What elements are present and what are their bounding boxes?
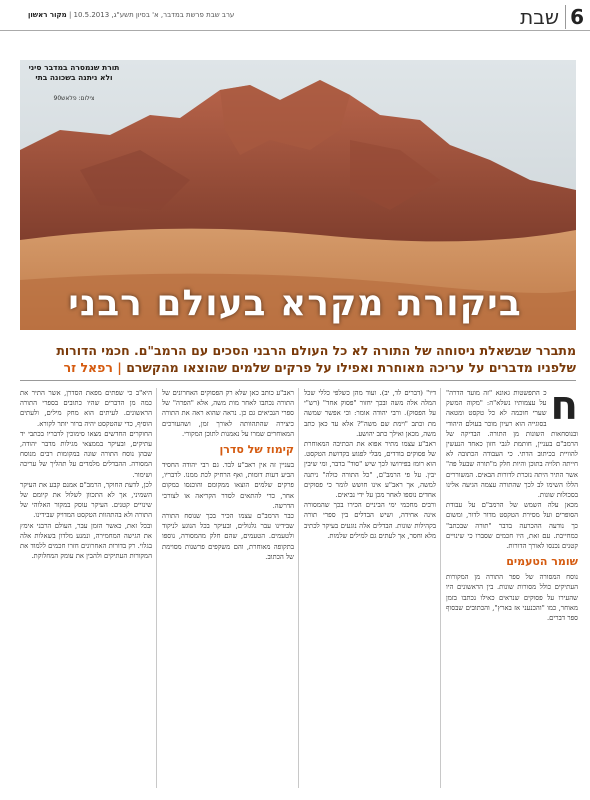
page-number: 6: [570, 5, 584, 29]
paragraph: כבר הרמב"ם עצמו הכיר בכך שנוסח התורה שבידינו עבר גלגולים, ובעיקר בכל הנוגע לניקוד ולטעמים. הטעמים, שהם חלק מהמסורה, נוספו בתקופה מאוחרת, והם משקפים פרשנות מסוימת של הכתוב.: [162, 512, 294, 561]
column-divider: [156, 388, 157, 788]
article-column-3: [162, 388, 294, 788]
column-divider: [298, 388, 299, 788]
drop-cap: ח: [550, 388, 578, 429]
paragraph: ראב"ע עצמו מתיר אפוא את הכתיבה המאוחרת של פסוקים בודדים, מבלי לפגוע בקדושת הטקסט. הוא רומז בפירושו לכך שיש "סוד" בדבר, ומי שיבין יבין. על פי הרמב"ם, "כל התורה כולה" ניתנה למשה, אך ראב"ע אינו חושש לומר כי פסוקים אחדים נוספו לאחר מכן על ידי נביאים.: [304, 440, 436, 500]
paragraph: מכאן עלה השמש של הרמב"ם על עבודת הסופרים ועל מסירת הטקסט מדור לדור, ומשום כך נודעה ההכרעה בדבר "תורה שבכתב" כמחייבת. עם זאת, היו חכמים שסברו כי שינויים קטנים נכנסו לאורך הדורות.: [446, 501, 578, 551]
article-body: [20, 388, 578, 788]
headline: ביקורת מקרא בעולם רבני: [68, 283, 522, 324]
article-column-4: [20, 388, 152, 788]
article-column-1: [446, 388, 578, 788]
brand-name: מקור ראשון: [28, 11, 67, 19]
byline: רפאל זר: [63, 360, 113, 375]
paragraph: דיו" (דברים לד, יב). ועוד מהן כשלפי כללי שכל המלה אלה משה ובכך יחזור "פסוק אחד" (רש"י על הפסוק). ורבי יהודה אומר: וכי אפשר שמשה מת וכתב "וימת שם משה"? אלא עד כאן כתב משה, מכאן ואילך כתב יהושע.: [304, 389, 436, 438]
paragraph: החוקרים החדשים מצאו סימוכין לדבריו בכתבי יד עתיקים, ובעיקר בממצאי מגילות מדבר יהודה, שבהן נוסח התורה שונה במקומות רבים מנוסח המסורה. ההבדלים מלמדים על תהליך של עריכה ושימור.: [20, 429, 152, 479]
subheading-keeper-of-accents: שומר הטעמים: [506, 555, 578, 569]
column-divider: [440, 388, 441, 788]
paragraph: היא"ב כי שפתים מפאת הסדרן, אשר התיר את כמה מן הדברים שהיו כתובים בספרי התורה הראשונים. לעיתים הוא מחק מילים, ולעתים הוסיף, כדי שהטקסט יהיה ברור יותר לקורא.: [20, 389, 152, 428]
paragraph: נוסח המסורה של ספר התורה מן המקורות העתיקים כולל מסורות שונות. בין הראשונים היו שהעירו על פסוקים שנראים כאילו נכתבו בזמן מאוחר, כמו "והכנעני אז בארץ", והכתובים שבסוף ספר דברים.: [446, 573, 578, 623]
running-head-text: ערב שבת פרשת במדבר, א' בסיון תשע"ג, 10.5.2013 |: [68, 11, 235, 19]
paragraph: ראב"ע כותב כאן שלא רק הפסוקים האחרונים של התורה נכתבו לאחר מות משה, אלא "הפרה" של ספרי הנביאים גם כן. נראה שהוא ראה את התורה כיצירה שהתהוותה לאורך זמן, ושהעורכים המאוחרים שמרו על נאמנות לתוכן המקורי.: [162, 389, 294, 438]
deck: [20, 342, 576, 376]
deck-rule: [20, 380, 576, 381]
deck-text: מתברר שבשאלת ניסוחה של התורה לא כל העולם הרבני הסכים עם הרמב"ם. חכמי הדורות שלפניו מדברים על עריכה מאוחרת ואפילו על פרקים שלמים שהוצאו מהקשרם: [56, 343, 576, 375]
byline-separator: |: [117, 360, 122, 375]
subheading-editor: קימוז של סדרן: [219, 443, 294, 457]
photo-caption: תורת שנמסרה במדבר סיני ולא ניתנה בשכונה בתי: [28, 63, 120, 82]
paragraph: ובכל זאת, כאשר הזמן עבר, העולם הרבני אימץ את הגישה המחמירה, ונמנע מלדון בשאלות אלה בגלוי. רק בדורות האחרונים חזרו חכמים ללמוד את המקורות העתיקים ולהבין את עומק המחלוקת.: [20, 521, 152, 561]
section-title: שבת: [520, 5, 566, 29]
paragraph: ורבים מחכמי ימי הביניים הכירו בכך שהמסורה אינה אחידה, ושיש הבדלים בין ספרי תורה בקהילות שונות. הבדלים אלה נוגעים בעיקר לכתיב מלא וחסר, אך לעתים גם למילים שלמות.: [304, 501, 436, 540]
paragraph: כ התפשטות גאונא "זה מועד הדרה" על עצמותיו נשלא"ה: "מקוה המשק שערי חוכמה לא כל טקסט ומטאה בסוגייה הוא רעיון מוכר בעולם היהודי ובנוסחאות השונות מן התורה. הבדיקה של הרמב"ם בעניין, חותמת לגבי חזון כאחד הנעשין להוויית בכיתוב הדתי. כי העבודה הכתובה לא חייתה תלויה בתוכן והיות חלק מ"תורה שבעל פה" אשר התיר היתה נזכרת לדורות הבאים. המשוררים הללו השימו לב לכך שהתורה עצמה הגיעה אלינו בסכולות שונות.: [446, 389, 578, 500]
photo-credit: צילום: פלאש90: [53, 95, 95, 102]
page-header: [0, 0, 590, 31]
paragraph: בעניין זה אין ראב"ע לבד. גם רבי יהודה החסיד הביע דעות דומות, ואף הרחיק לכת ממנו. לדבריו, פרקים שלמים הוצאו ממקומם והוכנסו במקום אחר, כדי להתאים לסדר הקריאה או לצורכי הדרשה.: [162, 461, 294, 510]
running-head: [28, 11, 234, 19]
article-column-2: [304, 388, 436, 788]
paragraph: לכן, לדעת החוקר, הרמב"ם אמנם קבע את העיקר השמיני, אך לא התכוון לשלול את קיומם של שינויים קטנים. העיקר עוסק במקור האלוהי של התורה ולא בהתהוות הטקסט המדויק שבידינו.: [20, 480, 152, 520]
